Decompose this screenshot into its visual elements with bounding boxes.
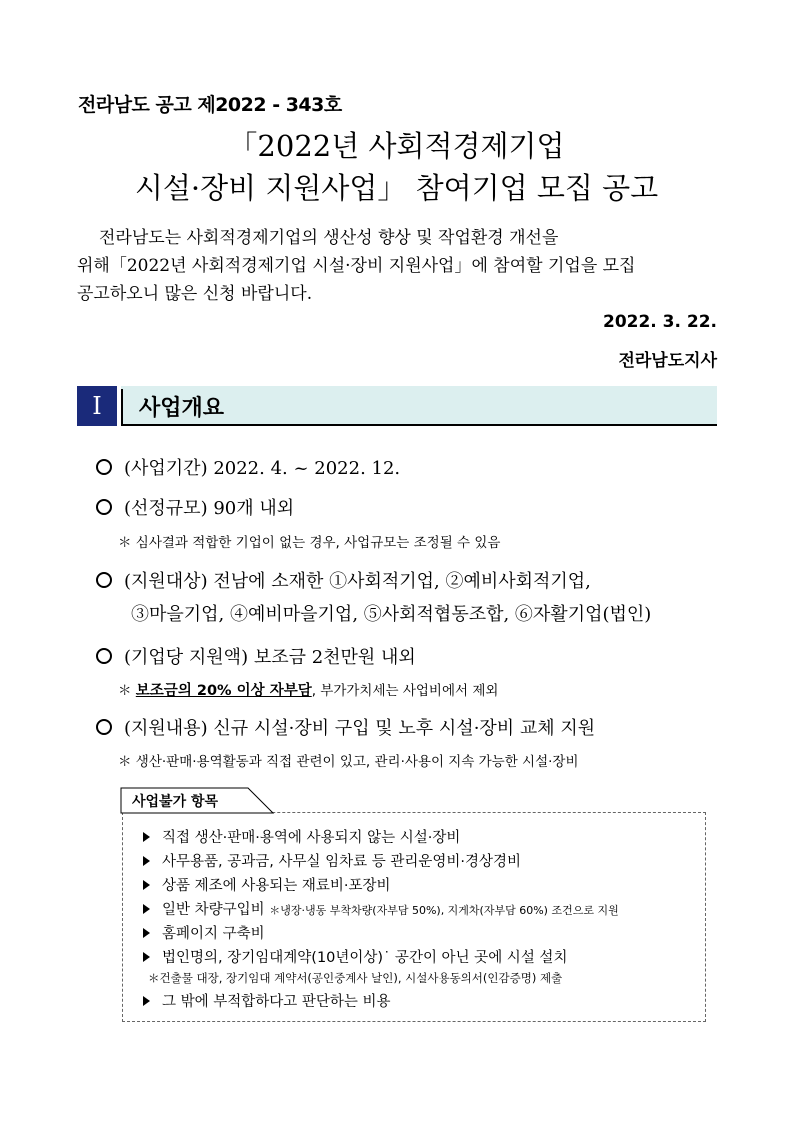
item-period-text: (사업기간) 2022. 4. ~ 2022. 12. <box>124 458 401 479</box>
facility-note: ＊건출물 대장, 장기임대 계약서(공인중계사 날인), 시설사용동의서(인감증명) 제출 <box>148 971 563 985</box>
triangle-bullet-icon <box>143 856 150 866</box>
exclusion-text: 직접 생산·판매·용역에 사용되지 않는 시설·장비 <box>162 830 461 846</box>
vehicle-note: ＊냉장·냉동 부착차량(자부담 50%), 지게차(자부담 60%) 조건으로 지원 <box>269 904 619 917</box>
notice-date: 2022. 3. 22. <box>602 312 717 332</box>
section-number: Ⅰ <box>77 386 117 426</box>
triangle-bullet-icon <box>143 928 150 938</box>
item-target <box>96 567 591 593</box>
exclusion-text: 사무용품, 공과금, 사무실 임차료 등 관리운영비·경상경비 <box>162 854 522 870</box>
exclusion-text: 법인명의, 장기임대계약(10년이상)˙ 공간이 아닌 곳에 시설 설치 <box>162 950 568 966</box>
exclusions-label: 사업불가 항목 <box>132 794 219 810</box>
exclusion-text: 상품 제조에 사용되는 재료비·포장비 <box>162 878 391 894</box>
item-scale-text: (선정규모) 90개 내외 <box>124 498 295 519</box>
title-line-2: 시설·장비 지원사업」 참여기업 모집 공고 <box>134 171 659 205</box>
item-target-continued: ③마을기업, ④예비마을기업, ⑤사회적협동조합, ⑥자활기업(법인) <box>131 604 652 625</box>
exclusion-item <box>143 946 567 967</box>
exclusion-item <box>143 990 391 1011</box>
intro-line-3: 공고하오니 많은 신청 바랍니다. <box>77 284 313 304</box>
item-amount <box>96 643 416 669</box>
amount-note <box>118 679 498 700</box>
notice-number: 전라남도 공고 제2022 - 343호 <box>78 94 342 116</box>
item-target-text: (지원대상) 전남에 소재한 ①사회적기업, ②예비사회적기업, <box>124 571 591 592</box>
section-divider <box>121 389 123 424</box>
amount-note-rest: , 부가가치세는 사업비에서 제외 <box>311 683 499 699</box>
item-scale <box>96 494 294 520</box>
triangle-bullet-icon <box>143 952 150 962</box>
triangle-bullet-icon <box>143 904 150 914</box>
amount-note-emphasis: 보조금의 20% 이상 자부담 <box>135 683 312 699</box>
title-line-1: 「2022년 사회적경제기업 <box>228 129 565 163</box>
exclusion-item <box>143 874 391 895</box>
circle-bullet-icon <box>96 572 112 588</box>
intro-line-2: 위해「2022년 사회적경제기업 시설·장비 지원사업」에 참여할 기업을 모집 <box>77 256 636 276</box>
item-content-text: (지원내용) 신규 시설·장비 구입 및 노후 시설·장비 교체 지원 <box>124 718 596 739</box>
exclusion-text: 그 밖에 부적합하다고 판단하는 비용 <box>162 994 391 1010</box>
item-period <box>96 454 400 480</box>
intro-paragraph <box>77 224 717 308</box>
section-header <box>77 386 717 426</box>
item-content <box>96 714 595 740</box>
issuer: 전라남도지사 <box>618 351 717 371</box>
section-title: 사업개요 <box>139 396 225 421</box>
item-amount-text: (기업당 지원액) 보조금 2천만원 내외 <box>124 647 416 668</box>
exclusion-item <box>143 922 265 943</box>
circle-bullet-icon <box>96 499 112 515</box>
exclusion-item <box>143 898 619 919</box>
scale-note: ＊ 심사결과 적합한 기업이 없는 경우, 사업규모는 조정될 수 있음 <box>118 535 501 551</box>
amount-note-prefix: ＊ <box>118 683 136 699</box>
triangle-bullet-icon <box>143 832 150 842</box>
content-note: ＊ 생산·판매·용역활동과 직접 관련이 있고, 관리·사용이 지속 가능한 시설·장비 <box>118 754 579 770</box>
exclusion-item <box>143 850 521 871</box>
circle-bullet-icon <box>96 648 112 664</box>
triangle-bullet-icon <box>143 880 150 890</box>
intro-line-1: 전라남도는 사회적경제기업의 생산성 향상 및 작업환경 개선을 <box>99 228 559 248</box>
circle-bullet-icon <box>96 459 112 475</box>
exclusion-item <box>143 826 460 847</box>
triangle-bullet-icon <box>143 996 150 1006</box>
exclusion-text: 홈페이지 구축비 <box>162 926 265 942</box>
circle-bullet-icon <box>96 719 112 735</box>
exclusion-text: 일반 차량구입비 <box>162 902 265 918</box>
